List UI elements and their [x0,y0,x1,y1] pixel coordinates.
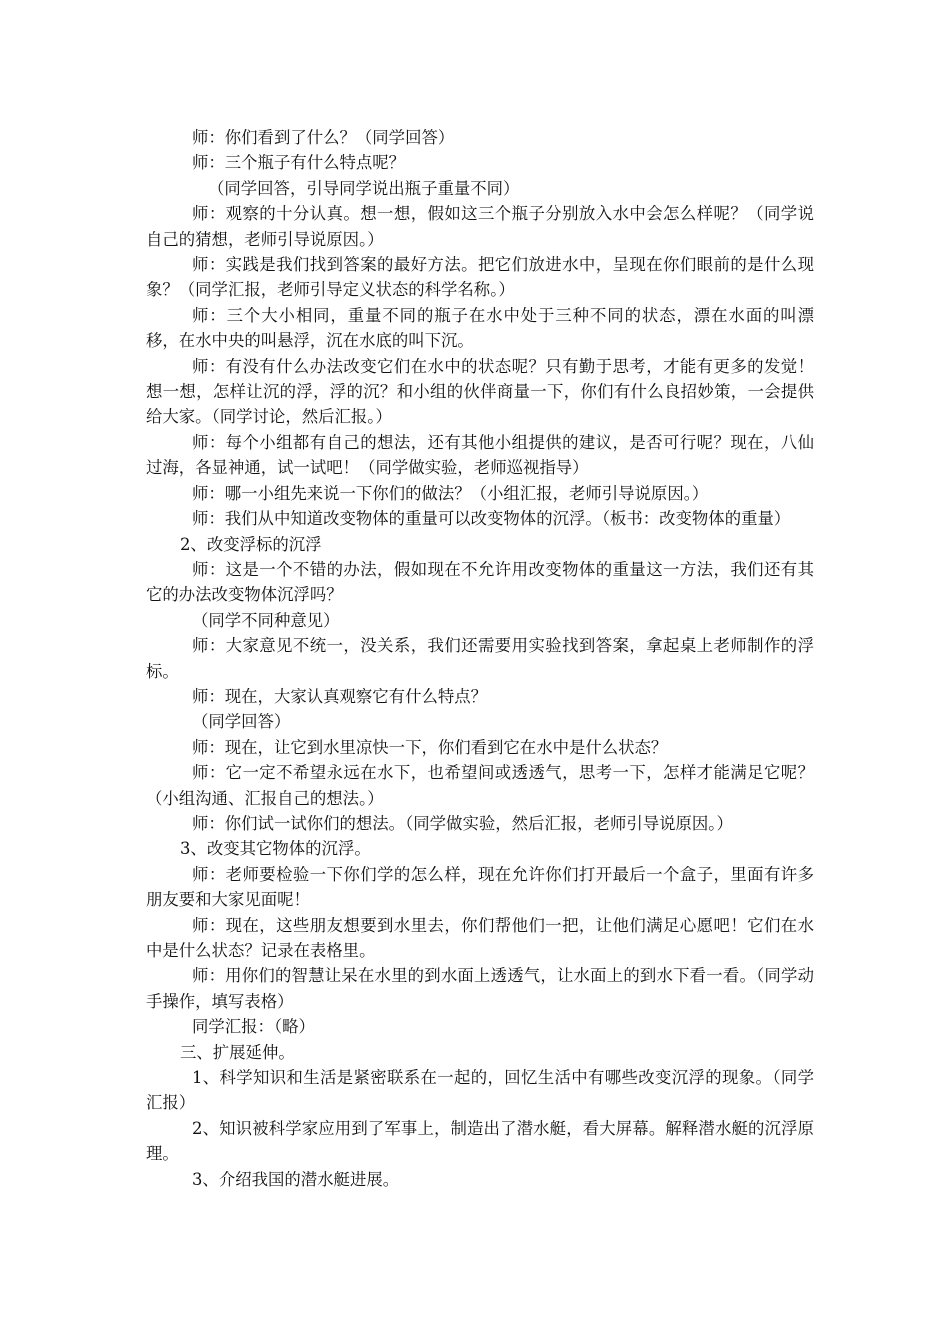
section-heading: 三、扩展延伸。 [180,1042,295,1062]
paragraph: 师：老师要检验一下你们学的怎么样，现在允许你们打开最后一个盒子，里面有许多朋友要和大家见面呢！ [146,864,814,910]
paragraph: 3、介绍我国的潜水艇进展。 [192,1169,400,1189]
paragraph: 师：现在，这些朋友想要到水里去，你们帮他们一把，让他们满足心愿吧！它们在水中是什么状态？记录在表格里。 [146,915,814,960]
paragraph: 1、科学知识和生活是紧密联系在一起的，回忆生活中有哪些改变沉浮的现象。（同学汇报） [146,1068,814,1113]
paragraph: 师：你们看到了什么？（同学回答） [192,128,455,147]
paragraph: （同学回答） [192,712,291,732]
section-heading: 3、改变其它物体的沉浮。 [180,839,371,859]
paragraph: 师：三个大小相同，重量不同的瓶子在水中处于三种不同的状态，漂在水面的叫漂移，在水中央的叫悬浮，沉在水底的叫下沉。 [146,305,814,351]
document-body [146,125,814,1192]
paragraph: 师：你们试一试你们的想法。（同学做实验，然后汇报，老师引导说原因。） [192,813,733,833]
paragraph: 师：每个小组都有自己的想法，还有其他小组提供的建议，是否可行呢？现在，八仙过海，各显神通，试一试吧！（同学做实验，老师巡视指导） [146,432,814,478]
paragraph: 2、知识被科学家应用到了军事上，制造出了潜水艇，看大屏幕。解释潜水艇的沉浮原理。 [146,1118,814,1164]
paragraph: （同学回答，引导同学说出瓶子重量不同） [208,178,520,198]
paragraph: （同学不同种意见） [192,610,340,630]
paragraph: 同学汇报：（略） [192,1017,315,1037]
paragraph: 师：大家意见不统一，没关系，我们还需要用实验找到答案，拿起桌上老师制作的浮标。 [146,636,814,681]
paragraph: 师：用你们的智慧让呆在水里的到水面上透透气，让水面上的到水下看一看。（同学动手操作，填写表格） [146,966,814,1011]
paragraph: 师：三个瓶子有什么特点呢？ [192,153,406,173]
paragraph: 师：这是一个不错的办法，假如现在不允许用改变物体的重量这一方法，我们还有其它的办法改变物体沉浮吗？ [146,559,814,605]
paragraph: 师：现在，大家认真观察它有什么特点？ [192,686,488,706]
section-heading: 2、改变浮标的沉浮 [180,534,322,554]
paragraph: 师：观察的十分认真。想一想，假如这三个瓶子分别放入水中会怎么样呢？（同学说自己的猜想，老师引导说原因。） [146,204,814,249]
paragraph: 师：有没有什么办法改变它们在水中的状态呢？只有勤于思考，才能有更多的发觉！想一想，怎样让沉的浮，浮的沉？和小组的伙伴商量一下，你们有什么良招妙策，一会提供给大家。（同学讨论，然后汇报。） [146,356,814,427]
paragraph: 师：实践是我们找到答案的最好方法。把它们放进水中，呈现在你们眼前的是什么现象？（同学汇报，老师引导定义状态的科学名称。） [146,255,814,300]
paragraph: 师：它一定不希望永远在水下，也希望间或透透气，思考一下，怎样才能满足它呢？（小组沟通、汇报自己的想法。） [146,763,814,808]
paragraph: 师：我们从中知道改变物体的重量可以改变物体的沉浮。（板书：改变物体的重量） [192,509,791,529]
paragraph: 师：现在，让它到水里凉快一下，你们看到它在水中是什么状态？ [192,737,668,757]
paragraph: 师：哪一小组先来说一下你们的做法？（小组汇报，老师引导说原因。） [192,483,709,503]
